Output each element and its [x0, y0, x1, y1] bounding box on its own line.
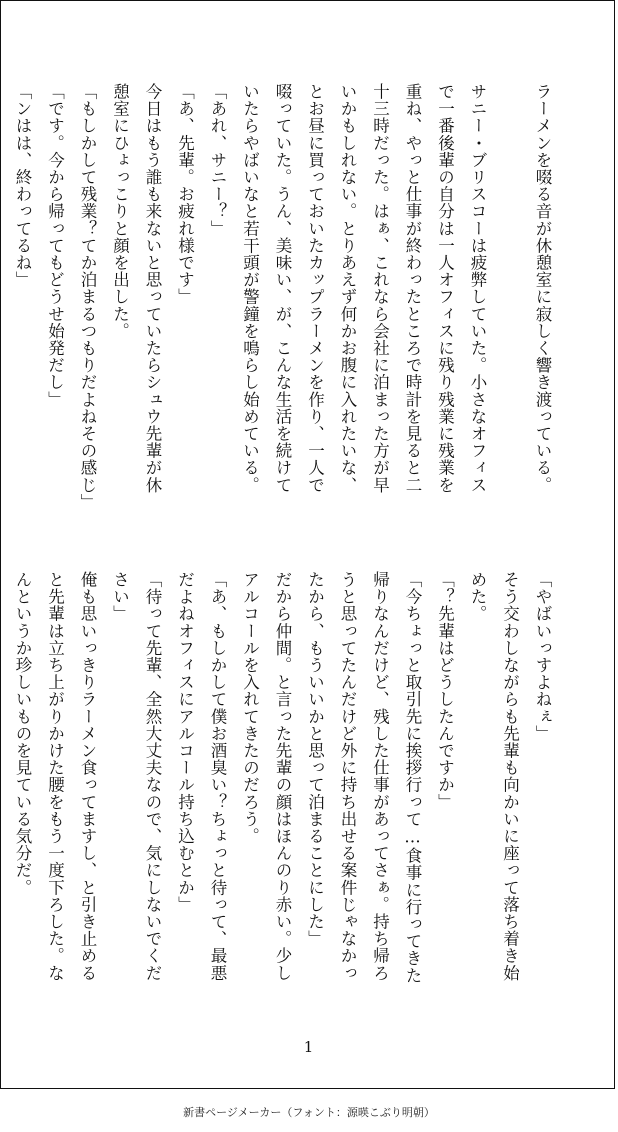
text-line: サニー・ブリスコーは疲弊していた。小さなオフィス: [468, 83, 487, 494]
text-line: んというか珍しいものを見ている気分だ。: [13, 571, 32, 896]
footer-caption: 新書ページメーカー（フォント：源暎こぶり明朝）: [183, 1106, 435, 1119]
text-line: 「あ、先輩。お疲れ様です」: [175, 83, 195, 306]
text-line: 重ね、やっと仕事が終わったところで時計を見ると二: [403, 83, 422, 494]
text-block-top: [6, 83, 559, 511]
text-line: [493, 83, 526, 503]
text-line: 「あ、もしかして僕お酒臭い？ちょっと待って、最悪: [208, 571, 227, 982]
text-line: いたらやばいなと若干頭が警鐘を鳴らし始めている。: [240, 83, 260, 494]
text-line: 「あれ、サニー？」: [208, 83, 227, 237]
text-line: ラーメンを啜る音が休憩室に寂しく響き渡っている。: [533, 83, 552, 494]
text-line: 「もしかして残業？てか泊まるつもりだよねその感じ」: [78, 83, 97, 511]
text-line: 「です。今から帰ってもどうせ始発だし」: [45, 83, 65, 408]
text-line: うと思ってたんだけど外に持ち出せる案件じゃなかっ: [338, 571, 357, 982]
text-line: さい」: [110, 571, 130, 623]
text-line: アルコールを入れてきたのだろう。: [240, 571, 260, 845]
text-line: 帰りなんだけど、残した仕事があってさぁ。持ち帰ろ: [370, 571, 390, 982]
text-line: そう交わしながらも先輩も向かいに座って落ち着き始: [500, 571, 520, 982]
text-line: 十三時だった。はぁ、これなら会社に泊まった方が早: [370, 83, 390, 494]
page-number: 1: [303, 1038, 314, 1056]
text-line: とお昼に買っておいたカップラーメンを作り、一人で: [305, 83, 325, 494]
text-line: だから仲間。と言った先輩の顔はほんのり赤い。少し: [273, 571, 292, 982]
text-block-bottom: [6, 571, 559, 991]
text-line: 俺も思いっきりラーメン食ってますし、と引き止める: [78, 571, 97, 982]
text-line: 「やばいっすよねぇ」: [533, 571, 552, 742]
text-line: 「ンはは、終わってるね」: [13, 83, 32, 289]
text-line: だよねオフィスにアルコール持ち込むとか」: [175, 571, 195, 913]
text-line: 今日はもう誰も来ないと思っていたらシュウ先輩が休: [143, 83, 162, 494]
text-line: いかもしれない。とりあえず何かお腹に入れたいな、: [338, 83, 357, 494]
text-line: で一番後輩の自分は一人オフィスに残り残業に残業を: [435, 83, 455, 494]
text-line: 憩室にひょっこりと顔を出した。: [110, 83, 130, 340]
text-line: 「？先輩はどうしたんですか」: [435, 571, 455, 811]
text-line: 「待って先輩、全然大丈夫なので、気にしないでくだ: [143, 571, 162, 982]
text-line: たから、もういいかと思って泊まることにした」: [305, 571, 325, 948]
text-line: 「今ちょっと取引先に挨拶行って…食事に行ってきた: [403, 571, 422, 984]
text-line: と先輩は立ち上がりかけた腰をもう一度下ろした。な: [45, 571, 65, 982]
text-line: めた。: [468, 571, 487, 623]
text-line: 啜っていた。うん、美味い、が、こんな生活を続けて: [273, 83, 292, 494]
